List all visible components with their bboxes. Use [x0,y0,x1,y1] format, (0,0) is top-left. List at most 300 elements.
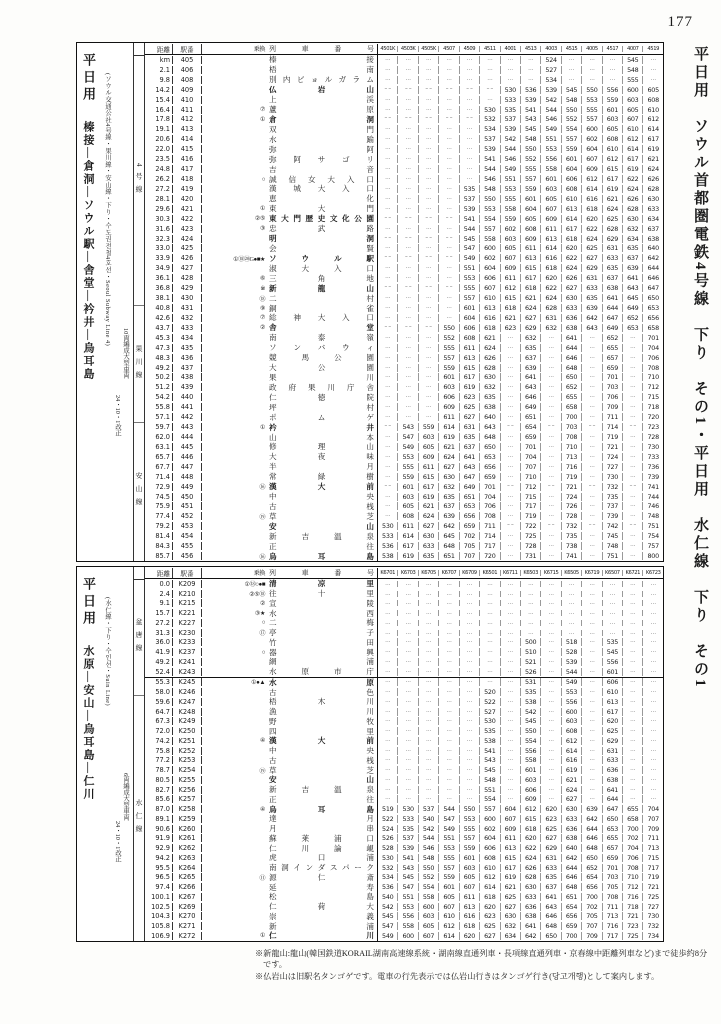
table-row [145,824,663,834]
no-service-dots: … [419,737,439,745]
no-service-dots: … [501,493,521,501]
time-cell-arrival [562,932,582,940]
no-service-dots: … [439,717,459,725]
station-name-char: ガ [338,75,347,85]
time-cell: 548 [521,135,541,143]
times-row [378,610,663,616]
no-service-dash: – – [419,284,439,292]
no-service-dots: … [501,678,521,686]
no-service-dots: … [562,56,582,64]
line4-caption-sub: (ソウル交通公社4号線・果川線・安山線・下り・수도권전철4호선・Seoul Subway Line 4) [104,73,111,347]
time-cell: 556 [562,698,582,706]
time-cell: 604 [501,805,521,813]
time-cell: 603 [541,185,561,193]
no-service-dots: … [603,591,623,597]
no-service-dots: … [582,542,602,550]
time-cell: 601 [603,668,623,676]
time-cell: 730 [647,442,659,451]
time-cell: 627 [582,254,602,262]
station-name-char: ソ [269,253,277,263]
time-cell: 624 [562,264,582,272]
no-service-dots: … [562,610,582,616]
time-cell: 624 [521,854,541,862]
distance-cell: 43.7 [155,323,170,332]
times-row [378,600,663,606]
time-cell: 652 [562,383,582,391]
time-cell: 719 [562,473,582,481]
time-cell: 641 [603,294,623,302]
no-service-dots: … [378,373,398,381]
time-cell: 618 [501,304,521,312]
no-service-dots: … [439,56,459,64]
time-cell: 640 [480,413,500,421]
no-service-dots: … [650,785,656,792]
no-service-dots: … [521,66,541,74]
no-service-dots: … [398,756,418,764]
distance-cell: 30.3 [155,214,170,223]
station-name-char: 原 [366,677,374,687]
station-name-char: 烏 [269,551,277,561]
line-marker-果川線: 果川線 [134,306,144,422]
no-service-dots: … [439,658,459,666]
time-cell: 547 [460,244,480,252]
train-number-K6501: K6501 [480,570,500,576]
arrival-time: 720 [484,552,496,561]
station-name-char: 渓 [366,95,374,105]
time-cell: 552 [562,115,582,123]
time-cell: 721 [603,443,623,451]
train-number-row [378,46,663,52]
page-number: 177 [667,14,693,30]
time-cell-arrival [562,552,582,560]
no-service-dots: … [521,610,541,616]
no-service-dots: … [623,413,643,421]
no-service-dots: … [541,678,561,686]
time-cell: 655 [603,834,623,842]
time-cell: 555 [460,825,480,833]
no-service-dash: – – [439,86,459,94]
no-service-dots: … [501,620,521,626]
no-service-dots: … [460,766,480,774]
time-cell: 746 [647,502,659,511]
train-number-header-char: 列 [269,568,276,577]
distance-cell: 19.1 [155,125,170,134]
table-row [145,775,663,785]
time-cell: 640 [647,244,659,253]
no-service-dash: – – [439,215,459,223]
station-name-char: 果 [269,372,277,382]
time-cell: 626 [647,175,659,184]
station-name-char: 園 [366,214,374,224]
no-service-dots: … [541,638,561,646]
time-cell: 553 [480,205,500,213]
station-name-char: ル [333,253,342,263]
time-cell-arrival [623,324,643,332]
distance-cell: 80.5 [155,775,170,784]
station-name-char: 原 [301,667,310,677]
station-name-char: 化 [366,194,374,204]
station-name-char: 半 [269,462,277,472]
time-cell: 608 [562,727,582,735]
train-number-K6719: K6719 [582,570,602,576]
time-cell: 547 [398,883,418,891]
distance-cell: 100.1 [151,892,170,901]
time-cell: 609 [521,235,541,243]
time-cell: 705 [460,542,480,550]
no-service-dots: … [398,304,418,312]
no-service-dots: … [623,443,643,451]
train-number-4505K: 4505K [419,46,439,52]
times-row [378,591,663,597]
times-row [378,903,663,911]
station-name-char: 馬 [301,353,310,363]
no-service-dots: … [439,294,459,302]
time-cell: 528 [378,844,398,852]
no-service-dots: … [439,766,459,774]
train-number-header-char: 号 [366,568,374,577]
time-cell: 550 [562,106,582,114]
time-cell-arrival [378,552,398,560]
time-cell: 612 [647,115,659,124]
arrival-time: 725 [627,931,639,940]
station-name-char: 入 [333,263,342,273]
time-cell: 707 [521,463,541,471]
time-cell: 612 [623,135,643,143]
no-service-dash: – – [419,86,439,94]
time-cell: 546 [541,115,561,123]
times-row [378,815,663,823]
no-service-dots: … [582,630,602,636]
no-service-dots: … [378,344,398,352]
station-number-cell: 426 [172,254,202,262]
no-service-dots: … [623,727,643,735]
time-cell: 614 [623,145,643,153]
station-name-char: 網 [269,657,277,667]
time-cell: 736 [647,462,659,471]
station-name-char: 山 [366,442,374,452]
time-cell: 627 [541,834,561,842]
time-cell: 717 [521,502,541,510]
no-service-dots: … [603,620,623,626]
transfer-marks-cell: ①●▲ [251,678,265,686]
distance-cell: 38.1 [155,294,170,303]
no-service-dash: – – [419,235,439,243]
station-name-char: ー [354,863,362,873]
transfer-marks-cell: ②⑤⑱ [249,591,265,599]
no-service-dots: … [582,727,602,735]
time-cell: 700 [562,413,582,421]
no-service-dots: … [439,66,459,74]
no-service-dots: … [378,717,398,725]
no-service-dots: … [398,698,418,706]
table-row [145,892,663,902]
no-service-dots: … [541,600,561,606]
time-cell: 725 [647,892,659,901]
no-service-dots: … [501,591,521,597]
time-cell: 642 [647,254,659,263]
time-cell: 648 [541,922,561,930]
time-cell: 545 [378,912,398,920]
time-cell: 611 [460,893,480,901]
no-service-dots: … [419,304,439,312]
no-service-dots: … [541,383,561,391]
no-service-dots: … [398,403,418,411]
time-cell: 712 [521,483,541,491]
arrival-time: 619 [402,552,414,561]
no-service-dots: … [623,688,643,696]
time-cell: 627 [419,522,439,530]
no-service-dots: … [398,737,418,745]
time-cell: 613 [480,304,500,312]
station-name-char: 園 [366,353,374,363]
time-cell: 546 [480,175,500,183]
station-name-char: ゲ [366,412,374,422]
table-row [145,795,663,805]
time-cell: 719 [647,873,659,882]
time-cell: 609 [501,264,521,272]
table-row [145,579,663,589]
time-cell: 521 [521,658,541,666]
station-name-char: 入 [346,174,355,184]
time-cell: 633 [582,284,602,292]
no-service-dots: … [398,56,418,64]
time-cell: 704 [647,343,659,352]
no-service-dots: … [378,620,398,626]
no-service-dots: … [419,648,439,656]
time-cell: 644 [562,864,582,872]
station-name-char: 古 [269,755,277,765]
distance-cell: 22.0 [155,145,170,154]
marker-sections [134,580,144,941]
no-service-dots: … [623,795,643,803]
no-service-dots: … [603,56,623,64]
time-cell: 639 [521,364,541,372]
time-cell: 600 [562,708,582,716]
time-cell: 555 [439,344,459,352]
time-cell: 724 [603,453,623,461]
station-name-char: 南 [269,863,277,873]
time-cell: 620 [521,834,541,842]
station-name-char: 吉 [301,531,310,541]
time-cell: 553 [541,145,561,153]
times-row [378,688,663,696]
no-service-dots: … [582,698,602,706]
time-cell: 710 [562,443,582,451]
time-cell: 624 [647,165,659,174]
time-cell: 704 [623,844,643,852]
transfer-marks-cell: ①⑱⑳G●■★ [233,255,265,263]
times-row [378,737,663,745]
time-cell: 536 [378,883,398,891]
station-name-char: 恵 [269,194,277,204]
no-service-dots: … [650,657,656,664]
arrival-time: 607 [422,931,435,940]
times-row [378,834,663,842]
suin-consist-note: 6両編成大型車両 [122,772,129,820]
no-service-dots: … [582,648,602,656]
no-service-dots: … [501,443,521,451]
time-cell: 620 [480,903,500,911]
transfer-header: 乗換 [253,46,265,53]
station-name-char: 西 [366,608,374,618]
time-cell: 602 [480,254,500,262]
no-service-dots: … [439,205,459,213]
no-service-dots: … [501,638,521,646]
station-name-char: 川 [366,931,374,941]
time-cell: 627 [439,463,459,471]
no-service-dots: … [582,678,602,686]
table-row [145,638,663,648]
no-service-dots: … [582,638,602,646]
table-row [145,531,663,541]
no-service-dots: … [623,383,643,391]
table-row [145,392,663,402]
table-row [145,124,663,134]
station-name-char: 城 [293,184,301,194]
time-cell: 641 [623,274,643,282]
no-service-dots: … [378,175,398,183]
distance-cell: 84.3 [155,542,170,551]
station-name-char: 烏 [269,804,277,814]
time-cell: 617 [460,373,480,381]
no-service-dots: … [398,314,418,322]
no-service-dots: … [378,668,398,676]
no-service-dots: … [460,698,480,706]
no-service-dots: … [419,413,439,421]
time-cell: 620 [562,244,582,252]
time-cell: 553 [398,903,418,911]
time-cell: 601 [460,854,480,862]
no-service-dots: … [439,96,459,104]
no-service-dots: … [398,264,418,272]
time-cell: 629 [603,235,623,243]
no-service-dots: … [623,756,643,764]
time-cell: 635 [582,294,602,302]
distance-cell: 95.5 [155,863,170,872]
no-service-dash: – – [439,235,459,243]
time-cell: 556 [398,912,418,920]
time-cell: 607 [501,254,521,262]
time-cell: 633 [562,304,582,312]
no-service-dots: … [419,776,439,784]
time-cell: 652 [582,864,602,872]
times-row [378,825,663,833]
no-service-dash: – – [439,115,459,123]
time-cell: 657 [603,354,623,362]
time-cell: 617 [647,135,659,144]
no-service-dots: … [623,648,643,656]
no-service-dots: … [582,443,602,451]
table-row [145,765,663,775]
time-cell: 609 [419,453,439,461]
station-name-char: 新 [269,785,277,795]
time-cell: 641 [460,453,480,461]
times-row [378,294,663,302]
time-cell: 622 [582,225,602,233]
no-service-dots: … [460,96,480,104]
station-name-char: 舎 [366,382,374,392]
no-service-dots: … [398,581,418,587]
table-row [145,244,663,254]
time-cell: 651 [521,413,541,421]
station-name-char: 賢 [366,243,374,253]
times-row [378,922,663,930]
distance-cell: 50.2 [155,373,170,382]
no-service-dots: … [541,698,561,706]
time-cell: 545 [521,125,541,133]
station-name-char: 公 [333,353,342,363]
no-service-dots: … [582,658,602,666]
time-cell: 730 [647,912,659,921]
time-cell-arrival [521,552,541,560]
no-service-dots: … [480,620,500,626]
station-name-char: 味 [366,452,374,462]
station-name-char: ス [329,863,338,873]
times-row [378,155,663,163]
table-row [145,834,663,844]
times-row [378,747,663,755]
time-cell: 655 [562,393,582,401]
time-cell: 617 [419,483,439,491]
time-cell: 627 [562,795,582,803]
no-service-dots: … [623,786,643,794]
time-cell: 613 [460,354,480,362]
no-service-dots: … [419,175,439,183]
time-cell-arrival [643,932,662,940]
no-service-dots: … [439,591,459,597]
table-row [145,521,663,531]
arrival-time: 653 [627,323,639,332]
time-cell: 620 [541,274,561,282]
times-row [378,552,663,560]
time-cell: 708 [623,864,643,872]
no-service-dots: … [439,314,459,322]
distance-cell: 28.1 [155,194,170,203]
no-service-dash: – – [378,483,398,491]
time-cell: 556 [603,86,623,94]
time-cell: 632 [439,483,459,491]
distance-cell: 74.2 [155,736,170,745]
distance-cell: 59.6 [155,697,170,706]
station-name-char: 大 [269,452,277,462]
time-cell: 636 [521,903,541,911]
no-service-dots: … [378,708,398,716]
times-row [378,235,663,243]
table-row [145,353,663,363]
no-service-dots: … [398,591,418,597]
no-service-dots: … [419,688,439,696]
station-number-cell: 428 [172,274,202,282]
train-number-header-char: 車 [301,44,309,53]
no-service-dots: … [501,413,521,421]
time-cell: 706 [623,854,643,862]
time-cell: 601 [460,304,480,312]
no-service-dots: … [650,717,656,724]
station-number-cell: K251 [172,737,202,745]
time-cell: 633 [419,542,439,550]
time-cell: 532 [378,864,398,872]
time-cell: 549 [501,165,521,173]
distance-cell: 23.5 [155,155,170,164]
no-service-dash: – – [501,522,521,530]
station-name-char: 水 [269,134,277,144]
time-cell: 702 [582,903,602,911]
station-no-header: 駅番 [172,44,202,54]
times-row [378,542,663,550]
no-service-dots: … [419,145,439,153]
station-name-char: 川 [366,697,374,707]
no-service-dots: … [623,600,643,606]
